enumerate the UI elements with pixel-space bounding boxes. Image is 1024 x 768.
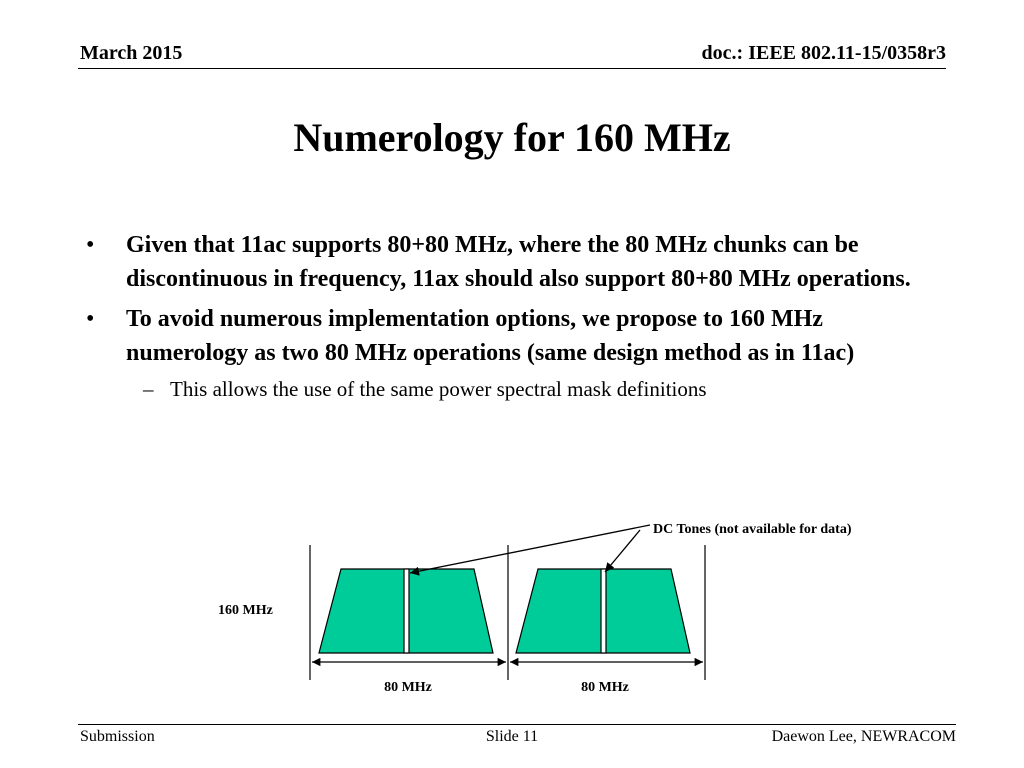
sub-bullet-text: This allows the use of the same power spectral mask definitions <box>170 377 707 401</box>
footer-submission: Submission <box>80 728 155 745</box>
dc-tone-2 <box>601 569 606 653</box>
bullet-dot: • <box>86 232 95 258</box>
header-date: March 2015 <box>80 42 183 64</box>
sub-bullet-dash: – <box>143 377 154 401</box>
slide-title: Numerology for 160 MHz <box>293 115 731 160</box>
bullet-text-2: To avoid numerous implementation options, we propose to 160 MHz numerology as two 80 MHz operations (same design method as in 11ac) <box>126 306 855 366</box>
dc-callout-arrow-1 <box>410 525 650 573</box>
footer-rule <box>78 724 956 725</box>
bullet-text-1: Given that 11ac supports 80+80 MHz, where the 80 MHz chunks can be discontinuous in frequency, 11ax should also support 80+80 MHz operations. <box>126 232 911 292</box>
bullet-dot: • <box>86 306 95 332</box>
dc-callout-arrow-2 <box>605 530 640 572</box>
chunk-label-1: 80 MHz <box>384 680 432 695</box>
total-bandwidth-label: 160 MHz <box>218 603 273 618</box>
footer-slide-number: Slide 11 <box>485 728 539 745</box>
header-doc-id: doc.: IEEE 802.11-15/0358r3 <box>701 42 946 64</box>
footer-author: Daewon Lee, NEWRACOM <box>771 728 956 745</box>
chunk-label-2: 80 MHz <box>581 680 629 695</box>
dc-tone-1 <box>404 569 409 653</box>
dc-tones-label: DC Tones (not available for data) <box>653 522 852 537</box>
